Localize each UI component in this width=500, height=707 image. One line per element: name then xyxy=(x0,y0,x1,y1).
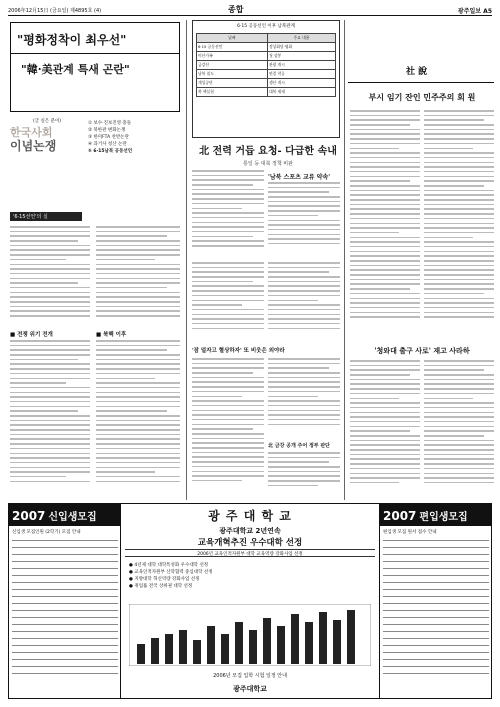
section-title: 종합 xyxy=(228,5,244,14)
article-text xyxy=(192,262,264,342)
column-byline: (글 실은 분이) xyxy=(32,119,62,124)
timeline-table-box xyxy=(192,20,340,138)
timeline-table xyxy=(196,33,336,97)
editorial-title-2: '청와대 출구 사로' 재고 사라하 xyxy=(374,346,470,355)
article-text xyxy=(10,340,90,498)
ad-bullet: ● 교육인적자원부 산학협력 중심대학 선정 xyxy=(129,570,213,575)
ad-left-header xyxy=(9,504,120,526)
ad-banner: 2006년 교육인적자원부 대학 교육역량 강화사업 선정 xyxy=(125,549,375,557)
editorial-text xyxy=(424,360,494,498)
ad-bullet: ● 지방대학 혁신역량 강화사업 선정 xyxy=(129,577,200,582)
ad-left-label: 신입생모집 xyxy=(48,512,97,523)
series-item: ② 북한관 변화논쟁 xyxy=(88,128,126,133)
table-cell: 남북 철도 xyxy=(197,70,268,79)
column-name-top: 한국사회 xyxy=(10,126,53,139)
subhead: ■ 북핵 이후 xyxy=(96,332,127,338)
column-divider xyxy=(186,20,187,500)
column-title-box xyxy=(10,118,84,206)
editorial-rule xyxy=(348,82,494,83)
ad-right-year: 2007 xyxy=(383,509,417,523)
ad-left-table xyxy=(12,540,118,690)
article-subline: 통일 등 대북 정책 비판 xyxy=(243,161,293,167)
article-subhead: '잠 덜자고 혈상하자' 또 비웃은 외야라 xyxy=(192,348,285,354)
table-cell: 첫 상봉 xyxy=(267,52,335,61)
article-headline: 北 전력 거듭 요청- 다급한 속내 xyxy=(199,146,337,157)
ad-right-sub: 편입생 모집 원서 접수 안내 xyxy=(383,530,437,535)
table-cell: 6·15 공동선언 xyxy=(197,43,268,52)
editorial-text xyxy=(350,110,420,342)
headline-main: "평화정착이 최우선" xyxy=(17,33,127,47)
series-list xyxy=(88,120,180,155)
table-header: 날짜 xyxy=(197,34,268,43)
editorial-label: 社 說 xyxy=(406,67,428,77)
ad-bullet-list xyxy=(129,562,369,590)
article-text xyxy=(268,452,340,498)
table-cell: 대북 제재 xyxy=(267,88,335,97)
editorial-text xyxy=(350,360,420,498)
column-name-bottom: 이념논쟁 xyxy=(10,139,57,153)
masthead xyxy=(8,4,492,16)
table-title: 6·15 공동선언 이후 남북관계 xyxy=(237,24,295,29)
ad-right-label: 편입생모집 xyxy=(419,512,468,523)
table-cell: 정상회담·평화 xyxy=(267,43,335,52)
headline-rule xyxy=(11,53,179,54)
article-text xyxy=(10,226,90,326)
ad-right-panel xyxy=(379,504,491,698)
ad-left-panel xyxy=(9,504,121,698)
table-row xyxy=(197,70,336,79)
table-row xyxy=(197,61,336,70)
series-item: ③ 한미FTA 찬반논란 xyxy=(88,135,129,140)
ad-left-year: 2007 xyxy=(12,509,46,523)
headline-secondary: "韓·美관계 특새 곤란" xyxy=(21,63,130,76)
table-cell: 개성공단 xyxy=(197,79,268,88)
article-text xyxy=(268,262,340,342)
table-cell: 관광 개시 xyxy=(267,61,335,70)
article-text xyxy=(192,170,264,258)
table-cell: 연결 착공 xyxy=(267,70,335,79)
table-cell: 금강산 xyxy=(197,61,268,70)
university-advertisement xyxy=(8,503,492,699)
article-text xyxy=(192,358,264,498)
ad-logo: 광주대학교 xyxy=(233,685,267,693)
paper-name: 광주일보 A5 xyxy=(457,8,492,15)
opinion-headline-box xyxy=(10,22,180,112)
article-subhead: 北 금강 공개 주어 정부 판단 xyxy=(268,443,331,449)
table-row xyxy=(197,43,336,52)
column-divider xyxy=(344,20,345,500)
series-item: ④ 과거사 청산 논란 xyxy=(88,142,127,147)
table-row xyxy=(197,88,336,97)
ad-footer-note: 2006년 모집 입학 시험 일정 안내 xyxy=(213,673,287,679)
ad-bar-graphic xyxy=(129,604,371,666)
subhead: ■ 전쟁 위기 전개 xyxy=(10,332,53,338)
issue-date: 2006年12月15日 (금요일) 제4895호 (4) xyxy=(8,8,102,14)
ad-center-panel xyxy=(121,504,379,698)
article-text xyxy=(96,340,180,498)
ad-left-sub: 신입생 모집인원 (2학기) 모집 안내 xyxy=(12,530,81,535)
series-current: ⑤ 6·15남북 공동선언 xyxy=(88,149,133,154)
ad-university-name: 광 주 대 학 교 xyxy=(208,509,292,523)
table-cell: 생산 개시 xyxy=(267,79,335,88)
editorial-title: 부시 임기 잔인 민주주의 회 원 xyxy=(368,92,476,102)
series-item: ① 보수·진보진영 충돌 xyxy=(88,121,132,126)
issue-tag: '6·15선언'의 실 xyxy=(10,212,82,221)
ad-bullet: ● 취업률 전국 상위권 대학 선정 xyxy=(129,584,193,589)
editorial-text xyxy=(424,110,494,342)
ad-right-table xyxy=(383,540,489,690)
table-row xyxy=(197,52,336,61)
ad-bullet: ● 4년제 대학 대학특성화 우수대학 선정 xyxy=(129,563,209,568)
article-text xyxy=(96,226,180,326)
table-header: 주요 내용 xyxy=(267,34,335,43)
ad-slogan-2: 교육개혁추진 우수대학 선정 xyxy=(197,538,303,548)
article-text xyxy=(268,182,340,258)
table-cell: 이산가족 xyxy=(197,52,268,61)
ad-slogan-1: 광주대학교 2년연속 xyxy=(219,527,281,535)
ad-right-header xyxy=(380,504,491,526)
article-text xyxy=(268,358,340,438)
article-subhead: '남북 스포츠 교류 약속' xyxy=(268,174,331,181)
table-row xyxy=(197,79,336,88)
table-cell: 북 핵실험 xyxy=(197,88,268,97)
